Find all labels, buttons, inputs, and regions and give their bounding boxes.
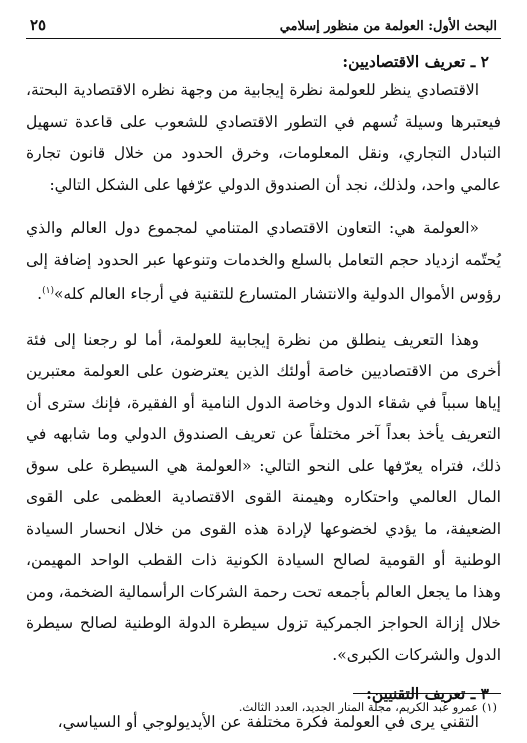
section-heading-economists: ٢ ـ تعريف الاقتصاديين: <box>342 52 489 71</box>
paragraph-critics-definition: وهذا التعريف ينطلق من نظرة إيجابية للعولمة، أما لو رجعنا إلى فئة أخرى من الاقتصاديين خاصة أولئك الذين يعترضون على العولمة معتبرين إياها سبباً في شقاء الدول وخاصة الدول النامية أو الفقيرة، فإنك سترى أن التعريف يأخذ بعداً آخر مختلفاً عن تعريف الصندوق الدولي وما شابهه في ذلك، فتراه يعرّفها على النحو التالي: «العولمة هي السيطرة على سوق المال العالمي واحتكاره وهيمنة القوى الاقتصادية العظمى على القوى الضعيفة، ما يؤدي لخضوعها لإرادة هذه القوى من خلال انحسار السيادة الوطنية أو القومية لصالح السيادة الكونية ذات القطب الواحد المهيمن، وهذا ما يجعل العالم بأجمعه تحت رحمة الشركات الرأسمالية الضخمة، ومن خلال إزالة الحواجز الجمركية تزول سيطرة الدولة الوطنية لصالح سيطرة الدول والشركات الكبرى». <box>26 330 501 664</box>
imf-definition-text: «العولمة هي: التعاون الاقتصادي المتنامي لمجموع دول العالم والذي يُحتّمه ازدياد حجم التعامل بالسلع والخدمات وتنوعها عبر الحدود إضافة إلى رؤوس الأموال الدولية والانتشار المتسارع للتقنية في أرجاء العالم كله» <box>26 219 501 304</box>
imf-definition-end: . <box>37 285 43 304</box>
paragraph-economist-view: الاقتصادي ينظر للعولمة نظرة إيجابية من وجهة نظره الاقتصادية البحتة، فيعتبرها وسيلة تُسهم في التطور الاقتصادي للشعوب على قاعدة تسهيل التبادل التجاري، ونقل المعلومات، وخرق الحدود من خلال قانون تجارة عالمي واحد، ولذلك، نجد أن الصندوق الدولي عرّفها على الشكل التالي: <box>26 81 501 194</box>
footnote-divider <box>353 693 501 694</box>
paragraph-imf-definition <box>26 213 501 311</box>
paragraph-technician-view: التقني يرى في العولمة فكرة مختلفة عن الأيديولوجي أو السياسي، <box>57 713 479 732</box>
footnote-reference: (١) <box>42 286 54 296</box>
page-number: ٢٥ <box>30 16 47 34</box>
section-heading-technicians: ٣ ـ تعريف التقنيين: <box>366 684 489 704</box>
running-header <box>26 16 501 39</box>
footnote-text: (١) عمرو عبد الكريم، مجلة المنار الجديد، العدد الثالث. <box>238 700 497 714</box>
running-header-title: البحث الأول: العولمة من منظور إسلامي <box>279 19 497 34</box>
